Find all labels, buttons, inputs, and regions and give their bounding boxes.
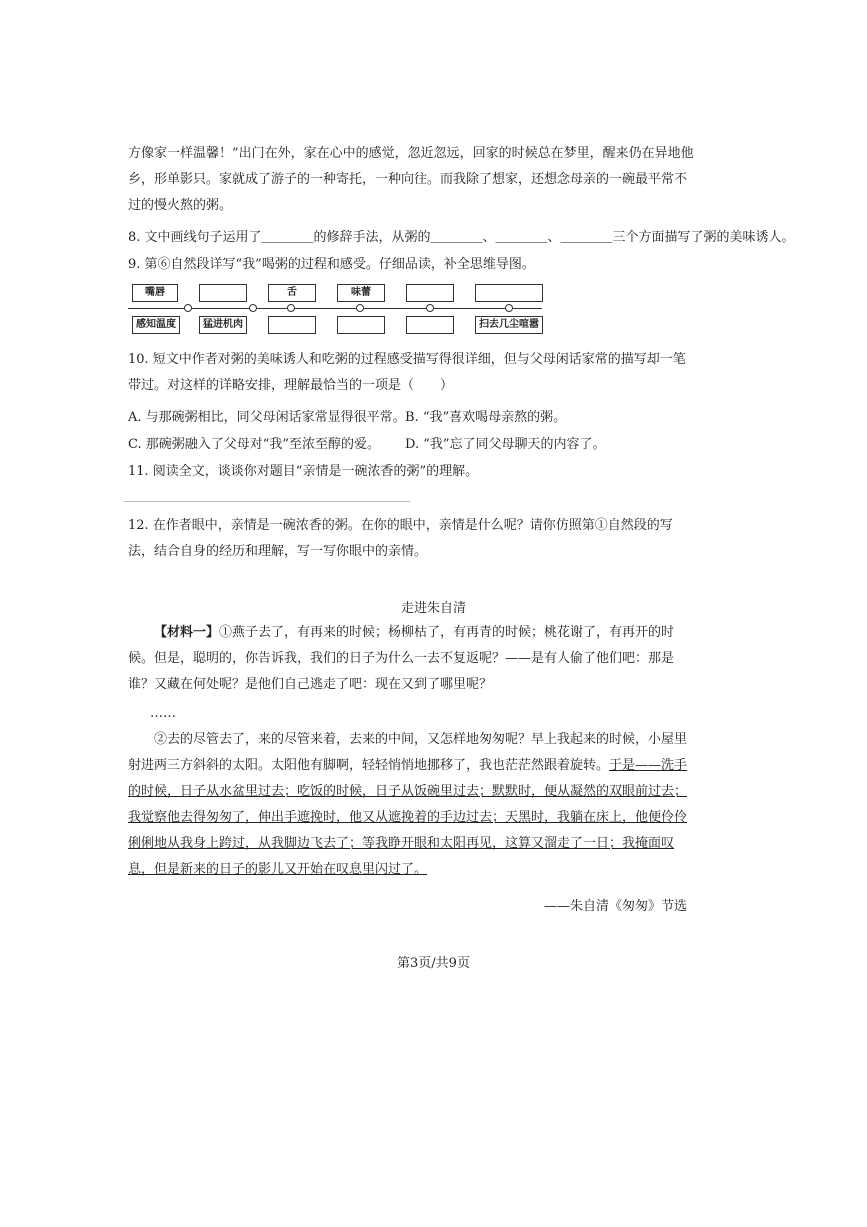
mind-map-box-top-1: 嘴唇 xyxy=(132,284,178,302)
mind-map-node xyxy=(356,304,364,312)
answer-line xyxy=(124,501,410,502)
mind-map-box-bottom-5 xyxy=(406,316,454,334)
mind-map-box-bottom-6: 扫去几尘喧嚣 xyxy=(475,316,543,334)
material-1 xyxy=(128,620,694,698)
mind-map-box-top-6 xyxy=(475,284,543,302)
question-8: 8. 文中画线句子运用了＿＿＿＿的修辞手法，从粥的＿＿＿＿、＿＿＿＿、＿＿＿＿三个方面描写了粥的美味诱人。 xyxy=(128,230,795,245)
mind-map-node xyxy=(184,304,192,312)
mind-map-box-top-4: 味蕾 xyxy=(337,284,385,302)
question-10-option-d: D. “我”忘了同父母聊天的内容了。 xyxy=(405,437,606,452)
question-10-option-a: A. 与那碗粥相比，同父母闲话家常显得很平常。 xyxy=(128,410,406,425)
mind-map-box-bottom-2: 猛进机肉 xyxy=(199,316,247,334)
material-1-label: 【材料一】 xyxy=(154,625,220,640)
mind-map-node xyxy=(426,304,434,312)
mind-map-box-bottom-3 xyxy=(268,316,316,334)
section-title: 走进朱自清 xyxy=(400,601,466,616)
question-10: 10. 短文中作者对粥的美味诱人和吃粥的过程感受描写得很详细，但与父母闲话家常的描写却一笔带过。对这样的详略安排，理解最恰当的一项是（ ） xyxy=(128,352,686,393)
paragraph-2-plain: ②去的尽管去了，来的尽管来着，去来的中间，又怎样地匆匆呢？早上我起来的时候，小屋里射进两三方斜斜的太阳。太阳他有脚啊，轻轻悄悄地挪移了，我也茫茫然跟着旋转。 xyxy=(128,732,688,773)
question-10-option-c: C. 那碗粥融入了父母对“我”至浓至醇的爱。 xyxy=(128,437,381,452)
question-9: 9. 第⑥自然段详写“我”喝粥的过程和感受。仔细品读，补全思维导图。 xyxy=(128,257,535,272)
page-footer: 第3页/共9页 xyxy=(397,956,470,971)
mind-map-box-bottom-1: 感知温度 xyxy=(132,316,180,334)
mind-map xyxy=(128,282,548,338)
mind-map-node xyxy=(505,304,513,312)
mind-map-box-bottom-4 xyxy=(337,316,385,334)
material-1-text: ①燕子去了，有再来的时候；杨柳枯了，有再青的时候；桃花谢了，有再开的时候。但是，聪明的，你告诉我，我们的日子为什么一去不复返呢？——是有人偷了他们吧：那是谁？又藏在何处呢？是他们自己逃走了吧：现在又到了哪里呢？ xyxy=(128,625,675,692)
material-1-paragraph-2 xyxy=(128,727,694,883)
passage-tail: 方像家一样温馨！”出门在外，家在心中的感觉，忽近忽远，回家的时候总在梦里，醒来仍在异地他乡，形单影只。家就成了游子的一种寄托，一种向往。而我除了想家，还想念母亲的一碗最平常不过的慢火熬的粥。 xyxy=(128,146,694,213)
mind-map-node xyxy=(287,304,295,312)
source-attribution: ——朱自清《匆匆》节选 xyxy=(543,899,687,914)
question-12: 12. 在作者眼中，亲情是一碗浓香的粥。在你的眼中，亲情是什么呢？请你仿照第①自然段的写法，结合自身的经历和理解，写一写你眼中的亲情。 xyxy=(128,518,673,559)
mind-map-box-top-5 xyxy=(406,284,454,302)
paragraph-2-underlined: 于是——洗手的时候，日子从水盆里过去；吃饭的时候，日子从饭碗里过去；默默时，便从凝然的双眼前过去；我觉察他去得匆匆了，伸出手遮挽时，他又从遮挽着的手边过去；天黑时，我躺在床上，他便伶伶俐俐地从我身上跨过，从我脚边飞去了；等我睁开眼和太阳再见，这算又溜走了一日；我掩面叹息，但是新来的日子的影儿又开始在叹息里闪过了。 xyxy=(128,758,688,877)
mind-map-node xyxy=(249,304,257,312)
mind-map-box-top-2 xyxy=(199,284,247,302)
mind-map-box-top-3: 舌 xyxy=(268,284,316,302)
ellipsis: …… xyxy=(150,706,176,721)
question-10-option-b: B. “我”喜欢喝母亲熬的粥。 xyxy=(405,410,567,425)
question-11: 11. 阅读全文，谈谈你对题目“亲情是一碗浓香的粥”的理解。 xyxy=(128,464,479,479)
